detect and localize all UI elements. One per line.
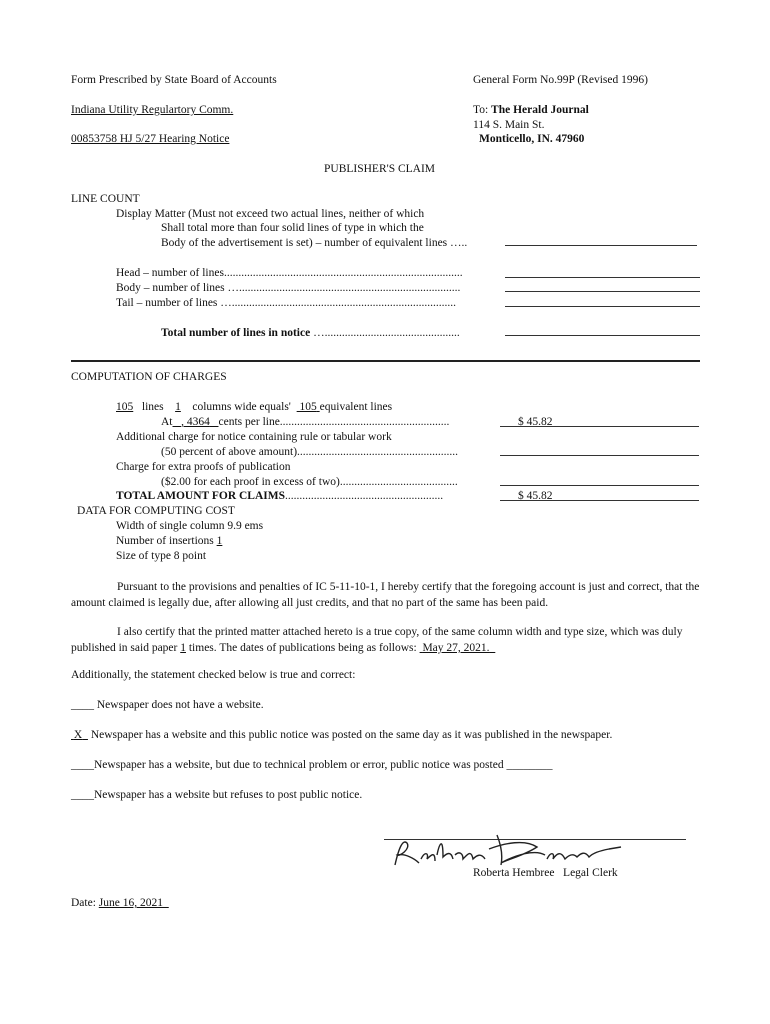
form-prescribed: Form Prescribed by State Board of Accounts xyxy=(71,74,277,86)
option-text: Newspaper does not have a website. xyxy=(96,699,264,711)
total-claims-row xyxy=(116,490,443,502)
lines-columns-row xyxy=(116,401,392,413)
total-lines-row xyxy=(161,327,460,339)
additional-charge-line1: Additional charge for notice containing rule or tabular work xyxy=(116,431,392,443)
column-width: Width of single column 9.9 ems xyxy=(116,520,264,532)
general-form-number: General Form No.99P (Revised 1996) xyxy=(473,74,648,86)
body-lines-blank xyxy=(505,291,700,292)
date-row xyxy=(71,897,169,909)
display-matter-blank xyxy=(505,245,697,246)
address-line1: 114 S. Main St. xyxy=(473,119,545,131)
date-value: June 16, 2021 xyxy=(98,897,163,909)
option-website-refuses xyxy=(71,789,362,801)
option-text: Newspaper has a website and this public notice was posted on the same day as it was published in the newspaper. xyxy=(90,729,613,741)
option-mark: ____ xyxy=(71,699,94,711)
recipient-line xyxy=(473,104,589,116)
computing-cost-heading: DATA FOR COMPUTING COST xyxy=(77,505,235,517)
option-website-error xyxy=(71,759,552,771)
notice-reference: 00853758 HJ 5/27 Hearing Notice xyxy=(71,133,230,145)
option-text: Newspaper has a website, but due to technical problem or error, public notice was posted ________ xyxy=(94,759,553,771)
address-line2: Monticello, IN. 47960 xyxy=(479,133,585,145)
agency-name: Indiana Utility Regulartory Comm. xyxy=(71,104,234,116)
insertions-value: 1 xyxy=(216,535,223,547)
head-lines-blank xyxy=(505,277,700,278)
publication-times: 1 xyxy=(180,642,186,654)
rate-row xyxy=(161,416,449,428)
total-claims-dots: ....................................................... xyxy=(285,490,444,502)
line-charge: $ 45.82 xyxy=(518,416,553,428)
lines-label: lines xyxy=(141,401,164,413)
line-count-heading: LINE COUNT xyxy=(71,193,140,205)
tail-lines-blank xyxy=(505,306,700,307)
insertions-row xyxy=(116,535,222,547)
total-lines-label: Total number of lines in notice xyxy=(161,327,311,339)
tail-lines: Tail – number of lines ….............................................................................. xyxy=(116,297,457,309)
option-website-same-day xyxy=(71,729,612,741)
columns-value: 1 xyxy=(175,401,181,413)
total-lines-blank xyxy=(505,335,700,336)
additional-charge-line2: (50 percent of above amount)........................................................ xyxy=(161,446,459,458)
additionally-statement: Additionally, the statement checked below is true and correct: xyxy=(71,669,356,681)
computation-heading: COMPUTATION OF CHARGES xyxy=(71,371,227,383)
para2-text-b: times. The dates of publications being as follows: xyxy=(188,642,417,654)
publication-date: May 27, 2021. xyxy=(422,642,490,654)
line-charge-blank xyxy=(500,426,699,427)
option-no-website xyxy=(71,699,264,711)
page-title: PUBLISHER'S CLAIM xyxy=(324,163,436,175)
date-label: Date: xyxy=(71,897,96,909)
type-size: Size of type 8 point xyxy=(116,550,207,562)
section-divider xyxy=(71,360,700,362)
lines-value: 105 xyxy=(116,401,134,413)
extra-proofs-line2: ($2.00 for each proof in excess of two)......................................... xyxy=(161,476,458,488)
certification-paragraph-1: Pursuant to the provisions and penalties of IC 5-11-10-1, I hereby certify that the foregoing account is just and correct, that the amount claimed is legally due, after allowing all just credits, and that no part of the same has been paid. xyxy=(71,581,700,609)
insertions-label: Number of insertions xyxy=(116,535,214,547)
signer-block xyxy=(473,867,618,879)
para2-text-a: I also certify that the printed matter attached hereto is a true copy, of the same column width and type size, which was duly published in said paper xyxy=(71,626,683,654)
additional-charge-blank xyxy=(500,455,699,456)
to-label: To: xyxy=(473,104,489,116)
rate-value: , 4364 xyxy=(181,416,210,428)
extra-proofs-line1: Charge for extra proofs of publication xyxy=(116,461,291,473)
equivalent-label: equivalent lines xyxy=(319,401,393,413)
rate-label: cents per line........................................................... xyxy=(218,416,450,428)
at-label: At xyxy=(161,416,173,428)
signer-title: Legal Clerk xyxy=(563,867,618,879)
option-mark: X xyxy=(73,729,83,741)
total-claims-value: $ 45.82 xyxy=(518,490,553,502)
equivalent-value: 105 xyxy=(299,401,317,413)
body-lines: Body – number of lines …............................................................................. xyxy=(116,282,461,294)
display-matter-line3: Body of the advertisement is set) – number of equivalent lines ….. xyxy=(161,237,468,249)
option-text: Newspaper has a website but refuses to post public notice. xyxy=(94,789,363,801)
total-lines-dots: …............................................... xyxy=(313,327,460,339)
paper-name: The Herald Journal xyxy=(491,104,589,116)
certification-paragraph-2 xyxy=(71,624,701,656)
total-claims-label: TOTAL AMOUNT FOR CLAIMS xyxy=(116,490,286,502)
option-mark: ____ xyxy=(71,789,94,801)
option-mark: ____ xyxy=(71,759,94,771)
head-lines: Head – number of lines................................................................................... xyxy=(116,267,463,279)
extra-proofs-blank xyxy=(500,485,699,486)
display-matter-line1: Display Matter (Must not exceed two actual lines, neither of which xyxy=(116,208,425,220)
columns-label: columns wide equals' xyxy=(192,401,291,413)
signer-name: Roberta Hembree xyxy=(473,867,555,879)
display-matter-line2: Shall total more than four solid lines of type in which the xyxy=(161,222,424,234)
total-claims-blank xyxy=(500,500,699,501)
